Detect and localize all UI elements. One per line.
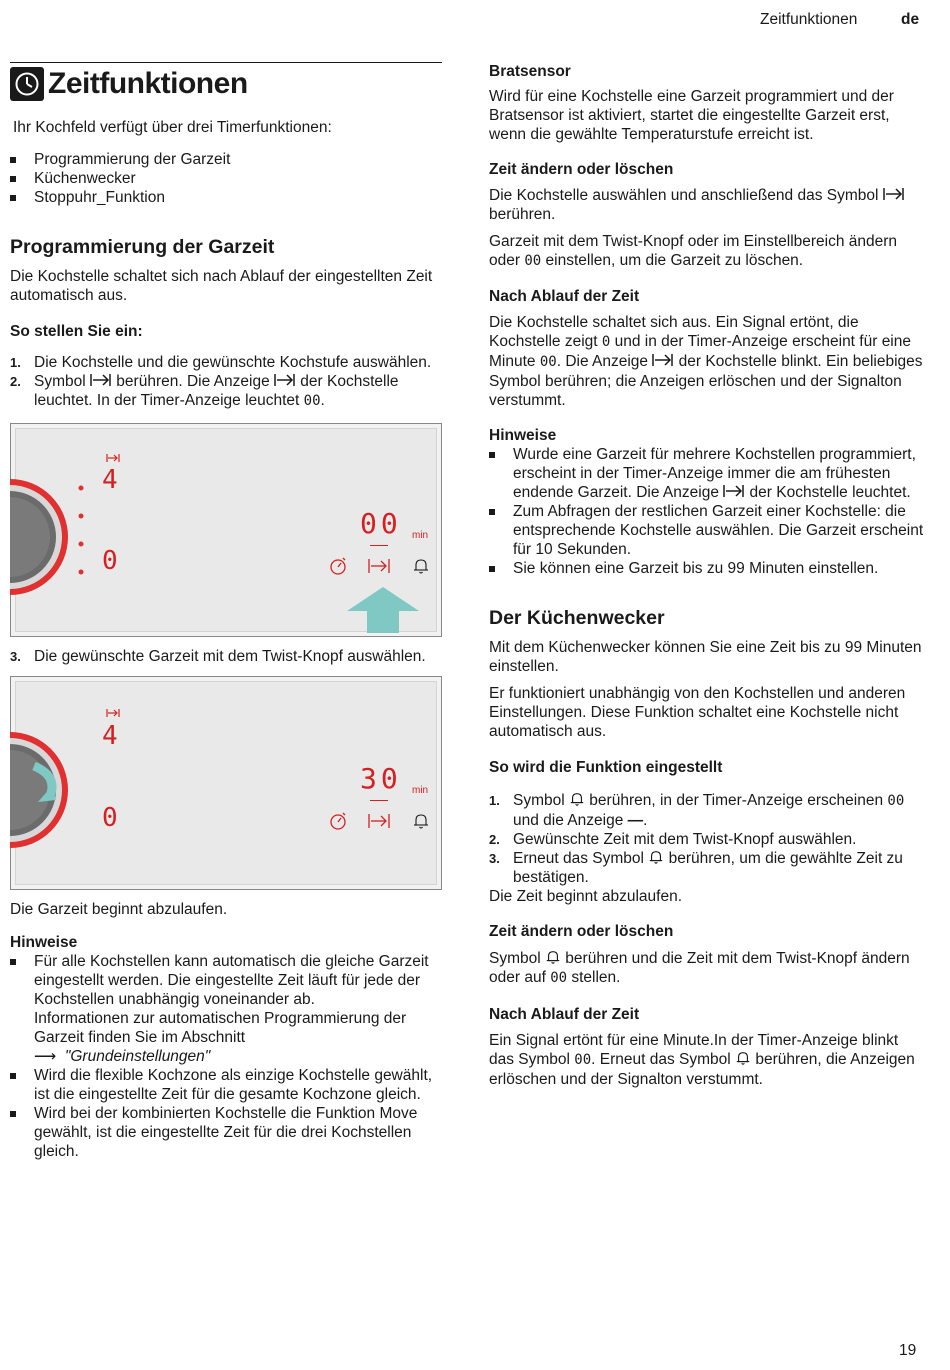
bell-icon — [648, 849, 664, 865]
w-step1-text-b: berühren, in der Timer-Anzeige erscheinen — [585, 792, 888, 809]
step-2-text-c: der Kochstelle leuchtet. In der Timer-Anzeige leuchtet — [34, 373, 399, 409]
note-1b-text: Informationen zur automatischen Programmierung der Garzeit finden Sie im Abschnitt — [34, 1010, 407, 1046]
wecker-after-text: Die Zeit beginnt abzulaufen. — [489, 888, 683, 905]
page-number: 19 — [899, 1342, 917, 1359]
w-step2-text: Gewünschte Zeit mit dem Twist-Knopf auswählen. — [513, 831, 857, 848]
w-step3-text-b: berühren, um die gewählte Zeit zu bestätigen. — [513, 850, 903, 886]
wecker-step-3: 3. Erneut das Symbol berühren, um die gewählte Zeit zu bestätigen. — [489, 850, 903, 886]
step-2: 2. Symbol berühren. Die Anzeige der Kochstelle leuchtet. In der Timer-Anzeige leuchtet 00. — [10, 373, 399, 409]
timer-unit: min — [412, 530, 429, 541]
cross-reference-link[interactable]: "Grundeinstellungen" — [64, 1048, 211, 1065]
list-item — [10, 952, 442, 1066]
wecker-step-2: 2. Gewünschte Zeit mit dem Twist-Knopf auswählen. — [489, 831, 857, 848]
timer-arrow-icon — [106, 453, 120, 463]
timer-arrow-icon — [883, 187, 905, 201]
bell-icon — [735, 1050, 751, 1066]
right-column — [489, 62, 925, 1089]
step-2-text-b: berühren. Die Anzeige — [112, 373, 274, 390]
list-item: Wird bei der kombinierten Kochstelle die Funktion Move gewählt, ist die eingestellte Zeit für die drei Kochstellen gleich. — [10, 1104, 442, 1161]
step-1-text: Die Kochstelle und die gewünschte Kochstufe auswählen. — [34, 354, 432, 371]
bell-icon[interactable] — [412, 557, 430, 575]
steps-list — [10, 353, 442, 411]
timer-arrow-icon[interactable] — [368, 558, 390, 574]
list-item: Küchenwecker — [10, 169, 442, 188]
heading-nach-ablauf-2: Nach Ablauf der Zeit — [489, 1006, 640, 1023]
nach-text-b: und in der Timer-Anzeige erscheint für eine Minute — [489, 333, 911, 370]
section-title-row — [10, 62, 442, 102]
w-aendern-text-b: berühren und die Zeit mit dem Twist-Knopf ändern oder auf — [489, 950, 910, 986]
timer-arrow-icon[interactable] — [368, 813, 390, 829]
step-1: 1. Die Kochstelle und die gewünschte Kochstufe auswählen. — [10, 354, 432, 371]
display-zero-zero-symbol: 00 — [303, 393, 321, 409]
bell-icon[interactable] — [412, 812, 430, 830]
list-item: Programmierung der Garzeit — [10, 150, 442, 169]
indicator-dot — [78, 485, 84, 491]
w-step1-text-a: Symbol — [513, 792, 569, 809]
list-item: Stoppuhr_Funktion — [10, 188, 442, 207]
indicator-dot — [78, 569, 84, 575]
step-2-text-a: Symbol — [34, 373, 90, 390]
aendern-text-b: berühren. — [489, 206, 556, 223]
w-nach-text-b: . Erneut das Symbol — [591, 1051, 736, 1068]
display-zero-zero-symbol: 00 — [887, 793, 905, 809]
running-header-language: de — [901, 11, 920, 28]
w-nach-text-a: Ein Signal ertönt für eine Minute.In der Timer-Anzeige blinkt das Symbol — [489, 1032, 899, 1068]
running-header-section: Zeitfunktionen — [760, 11, 858, 28]
notes-list-left — [10, 952, 442, 1161]
timer-arrow-icon — [90, 373, 112, 387]
left-column — [10, 62, 442, 1161]
heading-hinweise-left: Hinweise — [10, 934, 78, 951]
after-panel-text: Die Garzeit beginnt abzulaufen. — [10, 901, 228, 918]
steps-list-continued — [10, 647, 442, 666]
power-level-top: 4 — [102, 465, 118, 495]
heading-so-stellen: So stellen Sie ein: — [10, 323, 143, 340]
bell-icon — [545, 949, 561, 965]
timer-unit: min — [412, 785, 429, 796]
step-3-text: Die gewünschte Garzeit mit dem Twist-Knopf auswählen. — [34, 648, 426, 665]
control-panel-illustration-1 — [10, 423, 442, 637]
wecker-steps-list — [489, 791, 925, 887]
nach-text-a: Die Kochstelle schaltet sich aus. Ein Signal ertönt, die Kochstelle zeigt — [489, 314, 859, 350]
timer-arrow-icon — [652, 353, 674, 367]
timer-underline — [370, 800, 388, 801]
aendern2-text-a: Garzeit mit dem Twist-Knopf oder im Einstellbereich ändern oder — [489, 233, 898, 269]
heading-hinweise-right: Hinweise — [489, 427, 557, 444]
page-title: Zeitfunktionen — [48, 67, 248, 100]
bell-icon — [569, 791, 585, 807]
note-1-text: Für alle Kochstellen kann automatisch die gleiche Garzeit eingestellt werden. Die eingestellte Zeit läuft für jede der Kochstellen unabhängig voneinander ab. — [34, 953, 429, 1008]
arrow-right-icon: ⟶ — [34, 1048, 57, 1065]
hinweis-1-text-a: Wurde eine Garzeit für mehrere Kochstellen programmiert, erscheint in der Timer-Anzeige immer die am frühesten endende Garzeit. Die Anzeige — [513, 446, 916, 501]
display-zero-zero-symbol: 00 — [524, 253, 542, 269]
clock-icon — [10, 67, 44, 101]
twist-knob-arrow-icon — [28, 762, 64, 806]
heading-bratsensor: Bratsensor — [489, 63, 571, 80]
list-item — [489, 445, 925, 502]
dash-symbol: — — [627, 812, 644, 829]
panel-surface — [15, 681, 437, 885]
list-item: Sie können eine Garzeit bis zu 99 Minuten einstellen. — [489, 559, 925, 578]
heading-so-wird: So wird die Funktion eingestellt — [489, 759, 723, 776]
indicator-dot — [78, 513, 84, 519]
timer-arrow-icon — [106, 708, 120, 718]
list-item: Wird die flexible Kochzone als einzige Kochstelle gewählt, ist die eingestellte Zeit für die gesamte Kochzone gleich. — [10, 1066, 442, 1104]
heading-kuechenwecker: Der Küchenwecker — [489, 607, 665, 629]
power-level-bottom: 0 — [102, 546, 118, 576]
w-nach-text-c: berühren, die Anzeigen erlöschen und der Signalton verstummt. — [489, 1051, 915, 1088]
heading-nach-ablauf: Nach Ablauf der Zeit — [489, 288, 640, 305]
power-level-top: 4 — [102, 721, 118, 751]
timer-arrow-icon — [723, 484, 745, 498]
w-step1-text-d: . — [643, 812, 648, 829]
heading-zeit-aendern-2: Zeit ändern oder löschen — [489, 923, 674, 940]
panel-surface — [15, 428, 437, 632]
wecker-text-2: Er funktioniert unabhängig von den Kochstellen und anderen Einstellungen. Diese Funktion schaltet eine Kochstelle nicht automatisch aus. — [489, 685, 906, 740]
timer-arrow-icon — [274, 373, 296, 387]
nach-text-d: der Kochstelle blinkt. Ein beliebiges Symbol berühren; die Anzeigen erlöschen und der Signalton verstummt. — [489, 353, 923, 409]
step-3: 3. Die gewünschte Garzeit mit dem Twist-Knopf auswählen. — [10, 648, 426, 665]
wecker-text-1: Mit dem Küchenwecker können Sie eine Zeit bis zu 99 Minuten einstellen. — [489, 639, 922, 675]
heading-programmierung: Programmierung der Garzeit — [10, 236, 275, 258]
control-panel-illustration-2 — [10, 676, 442, 890]
display-zero-zero-symbol: 00 — [550, 970, 568, 986]
step-2-text-d: . — [320, 392, 325, 409]
stopwatch-icon[interactable] — [328, 811, 348, 831]
aendern2-text-b: einstellen, um die Garzeit zu löschen. — [541, 252, 804, 269]
timer-underline — [370, 545, 388, 546]
timer-display: 00 — [360, 507, 402, 540]
display-zero-zero-symbol: 00 — [539, 354, 557, 370]
wecker-step-1: 1. Symbol berühren, in der Timer-Anzeige erscheinen 00 und die Anzeige —. — [489, 792, 905, 829]
display-zero-symbol: 0 — [601, 334, 611, 350]
garzeit-description: Die Kochstelle schaltet sich nach Ablauf der eingestellten Zeit automatisch aus. — [10, 268, 433, 304]
w-aendern-text-c: stellen. — [567, 969, 621, 986]
timer-display: 30 — [360, 762, 402, 795]
bratsensor-text: Wird für eine Kochstelle eine Garzeit programmiert und der Bratsensor ist aktiviert, startet die eingestellte Garzeit erst, wenn die gewählte Temperaturstufe erreicht ist. — [489, 88, 894, 143]
cooking-zone-ring — [10, 477, 90, 597]
pointer-arrow-icon — [343, 585, 423, 635]
aendern-text-a: Die Kochstelle auswählen und anschließend das Symbol — [489, 187, 883, 204]
nach-text-c: . Die Anzeige — [556, 353, 653, 370]
w-step1-text-c: und die Anzeige — [513, 812, 628, 829]
timer-functions-list — [10, 150, 442, 207]
w-step3-text-a: Erneut das Symbol — [513, 850, 649, 867]
stopwatch-icon[interactable] — [328, 556, 348, 576]
power-level-bottom: 0 — [102, 803, 118, 833]
display-zero-zero-symbol: 00 — [574, 1052, 592, 1068]
heading-zeit-aendern: Zeit ändern oder löschen — [489, 161, 674, 178]
hinweis-1-text-b: der Kochstelle leuchtet. — [745, 484, 911, 501]
intro-text: Ihr Kochfeld verfügt über drei Timerfunktionen: — [13, 119, 332, 136]
notes-list-right — [489, 445, 925, 578]
list-item: Zum Abfragen der restlichen Garzeit einer Kochstelle: die entsprechende Kochstelle auswählen. Die Garzeit erscheint für 10 Sekunden. — [489, 502, 925, 559]
indicator-dot — [78, 541, 84, 547]
w-aendern-text-a: Symbol — [489, 950, 545, 967]
